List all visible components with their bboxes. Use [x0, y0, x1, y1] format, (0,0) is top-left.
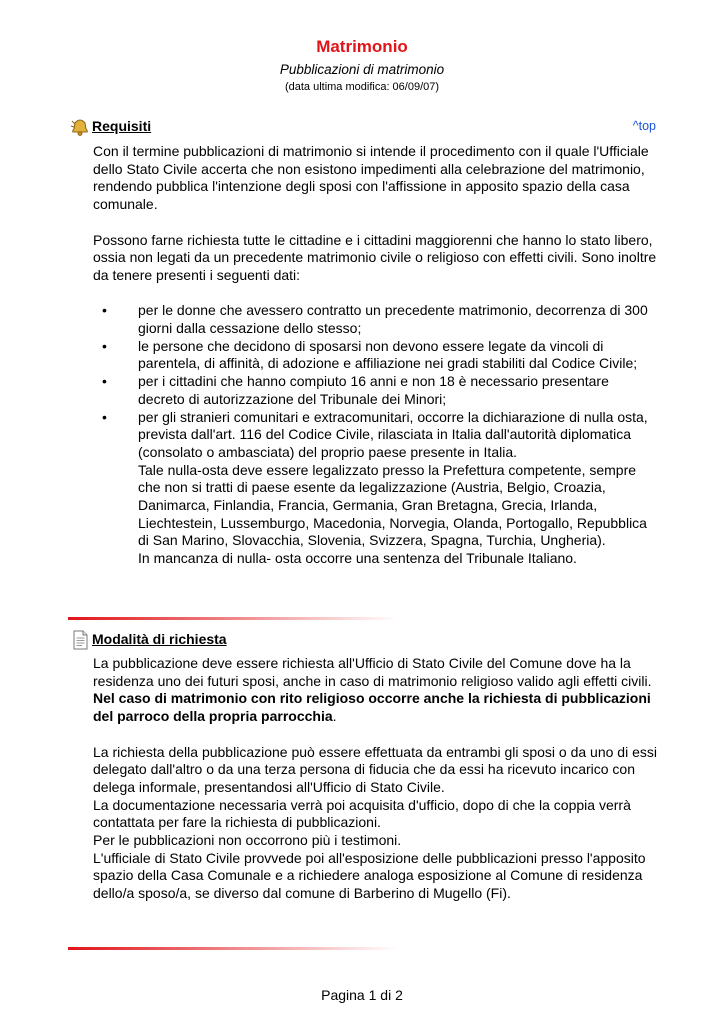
list-item-extra-text: Tale nulla-osta deve essere legalizzato presso la Prefettura competente, sempre che non si tratti di paese esente da legalizzazione (Austria, Belgio, Croazia, Danimarca, Finlandia, Francia, Germania, Gran Bretagna, Grecia, Irlanda, Liechtestein, Lussemburgo, Macedonia, Norvegia, Olanda, Portogallo, Repubblica di San Marino, Slovacchia, Slovenia, Svizzera, Spagna, Turchia, Ungheria).	[138, 461, 647, 549]
requisiti-list	[93, 302, 659, 568]
bullet-marker: •	[102, 337, 107, 354]
modalita-line-1: La richiesta della pubblicazione può essere effettuata da entrambi gli sposi o da uno di essi delegato dall'altro o da una terza persona di fiducia che da essi ha ricevuto incarico con delega informale, presentandosi all'Ufficio di Stato Civile.	[93, 743, 657, 795]
modalita-content	[93, 655, 659, 903]
last-modified-date: (data ultima modifica: 06/09/07)	[284, 81, 440, 93]
back-to-top-link[interactable]: ^top	[632, 119, 656, 133]
modalita-line-3: Per le pubblicazioni non occorrono più i testimoni.	[93, 832, 402, 849]
modalita-line-4: L'ufficiale di Stato Civile provvede poi all'esposizione delle pubblicazioni presso l'apposito spazio della Casa Comunale e a richiedere analoga esposizione al Comune di residenza dello/a sposo/a, se diverso dal comune di Barberino di Mugello (Fi).	[93, 849, 646, 902]
bullet-marker: •	[102, 373, 107, 390]
modalita-line-2: La documentazione necessaria verrà poi acquisita d'ufficio, dopo di che la coppia verrà contattata per fare la richiesta di pubblicazioni.	[93, 796, 631, 831]
document-icon	[70, 630, 90, 650]
bullet-marker: •	[102, 302, 107, 319]
section-heading-modalita: Modalità di richiesta	[92, 631, 227, 647]
page-header	[0, 37, 724, 94]
modalita-bold-note: Nel caso di matrimonio con rito religioso occorre anche la richiesta di pubblicazioni del parroco della propria parrocchia	[93, 690, 651, 725]
requisiti-paragraph-1: Con il termine pubblicazioni di matrimonio si intende il procedimento con il quale l'Ufficiale dello Stato Civile accerta che non esistono impedimenti alla celebrazione del matrimonio, rendendo pubblica l'intenzione degli sposi con l'affissione in apposito spazio della casa comunale.	[93, 143, 649, 213]
section-divider	[68, 617, 398, 620]
list-item-text: per gli stranieri comunitari e extracomunitari, occorre la dichiarazione di nulla osta, prevista dall'art. 116 del Codice Civile, rilasciata in Italia dall'autorità diplomatica (consolato o ambasciata) del proprio paese presente in Italia.	[138, 408, 648, 460]
list-item	[93, 338, 659, 373]
list-item-text: per le donne che avessero contratto un precedente matrimonio, decorrenza di 300 giorni dalla cessazione dello stesso;	[138, 302, 648, 336]
bullet-marker: •	[102, 408, 107, 425]
page-footer	[0, 987, 724, 1003]
modalita-paragraph-1-text: La pubblicazione deve essere richiesta all'Ufficio di Stato Civile del Comune dove ha la residenza uno dei futuri sposi, anche in caso di matrimonio religioso valido agli effetti civili.	[93, 655, 652, 689]
requisiti-paragraph-2: Possono farne richiesta tutte le cittadine e i cittadini maggiorenni che hanno lo stato libero, ossia non legati da un precedente matrimonio civile o religioso con effetti civili. Sono inoltre da tenere presenti i seguenti dati:	[93, 231, 657, 283]
list-item-text: le persone che decidono di sposarsi non devono essere legate da vincoli di parentela, di affinità, di adozione e affiliazione nei gradi stabiliti dal Codice Civile;	[138, 337, 638, 372]
section-header-modalita	[70, 630, 656, 652]
list-item-text: per i cittadini che hanno compiuto 16 anni e non 18 è necessario presentare decreto di autorizzazione del Tribunale dei Minori;	[138, 373, 609, 407]
modalita-paragraph-1	[93, 655, 659, 726]
section-divider	[68, 947, 398, 950]
page-subtitle: Pubblicazioni di matrimonio	[279, 62, 445, 77]
list-item	[93, 373, 659, 408]
section-heading-requisiti: Requisiti	[92, 118, 152, 134]
list-item-extra-text: In mancanza di nulla- osta occorre una sentenza del Tribunale Italiano.	[138, 550, 577, 567]
bell-icon	[70, 117, 90, 137]
requisiti-content	[93, 143, 659, 568]
page-number: Pagina 1 di 2	[321, 987, 403, 1003]
list-item	[93, 409, 659, 568]
page-title: Matrimonio	[316, 37, 408, 56]
section-header-requisiti	[70, 117, 656, 139]
modalita-bold-note-end: .	[332, 708, 337, 725]
list-item	[93, 302, 659, 337]
